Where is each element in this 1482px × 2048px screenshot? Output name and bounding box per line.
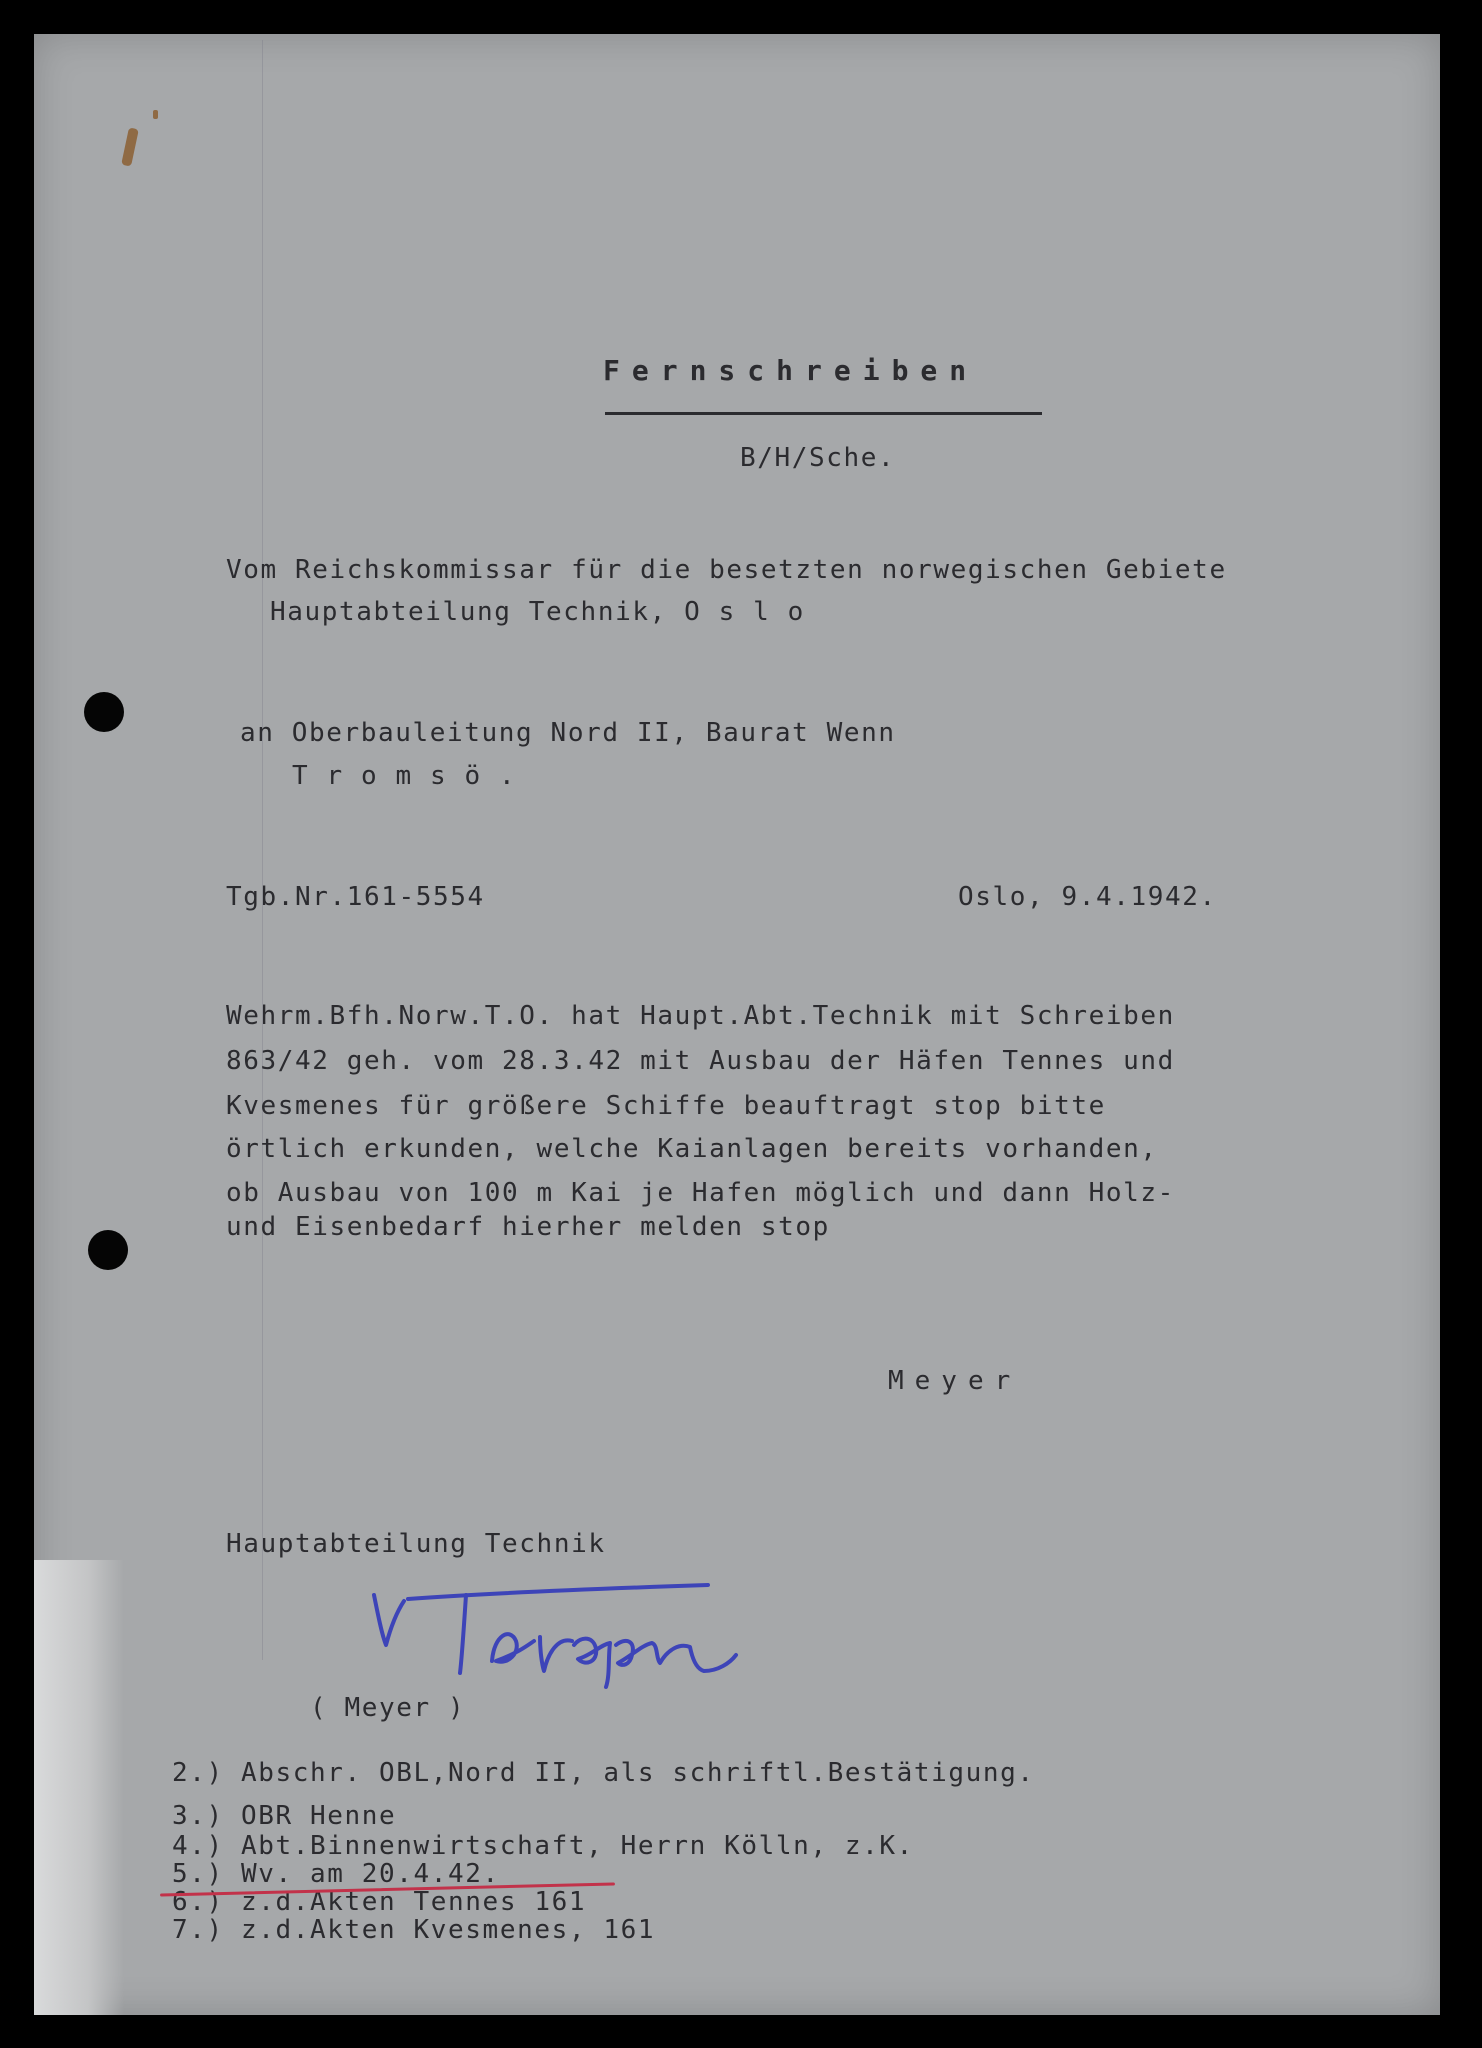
distribution-item: 5.) Wv. am 20.4.42. <box>172 1859 500 1889</box>
distribution-item: 4.) Abt.Binnenwirtschaft, Herrn Kölln, z.K. <box>172 1831 914 1861</box>
reference-code: B/H/Sche. <box>740 443 896 473</box>
body-line: Kvesmenes für größere Schiffe beauftragt stop bitte <box>226 1091 1106 1121</box>
signature-name: ( Meyer ) <box>310 1693 466 1723</box>
margin-fold-line <box>262 40 263 1660</box>
place-date: Oslo, 9.4.1942. <box>958 882 1217 912</box>
sender-line-2: Hauptabteilung Technik, O s l o <box>270 597 805 627</box>
title-underline <box>605 412 1042 415</box>
body-line: und Eisenbedarf hierher melden stop <box>226 1212 830 1242</box>
body-line: 863/42 geh. vom 28.3.42 mit Ausbau der Häfen Tennes und <box>226 1046 1175 1076</box>
closing-name: Meyer <box>888 1366 1022 1396</box>
journal-number: Tgb.Nr.161-5554 <box>226 882 485 912</box>
sender-line-1: Vom Reichskommissar für die besetzten norwegischen Gebiete <box>226 555 1227 585</box>
distribution-item: 2.) Abschr. OBL,Nord II, als schriftl.Bestätigung. <box>172 1758 1035 1788</box>
department-name: Hauptabteilung Technik <box>226 1529 606 1559</box>
punch-hole-bottom <box>88 1230 128 1270</box>
recipient-line-2: T r o m s ö . <box>292 761 517 791</box>
distribution-item: 3.) OBR Henne <box>172 1801 397 1831</box>
rust-stain-small <box>153 110 158 119</box>
distribution-item: 7.) z.d.Akten Kvesmenes, 161 <box>172 1915 656 1945</box>
document-title: Fernschreiben <box>603 354 979 387</box>
punch-hole-top <box>84 692 124 732</box>
recipient-line-1: an Oberbauleitung Nord II, Baurat Wenn <box>240 718 896 748</box>
body-line: ob Ausbau von 100 m Kai je Hafen möglich und dann Holz- <box>226 1178 1175 1208</box>
handwritten-signature <box>368 1575 788 1695</box>
body-line: örtlich erkunden, welche Kaianlagen bereits vorhanden, <box>226 1134 1158 1164</box>
body-line: Wehrm.Bfh.Norw.T.O. hat Haupt.Abt.Technik mit Schreiben <box>226 1001 1175 1031</box>
paper-fold-edge <box>34 1560 124 2015</box>
distribution-item: 6.) z.d.Akten Tennes 161 <box>172 1887 587 1917</box>
